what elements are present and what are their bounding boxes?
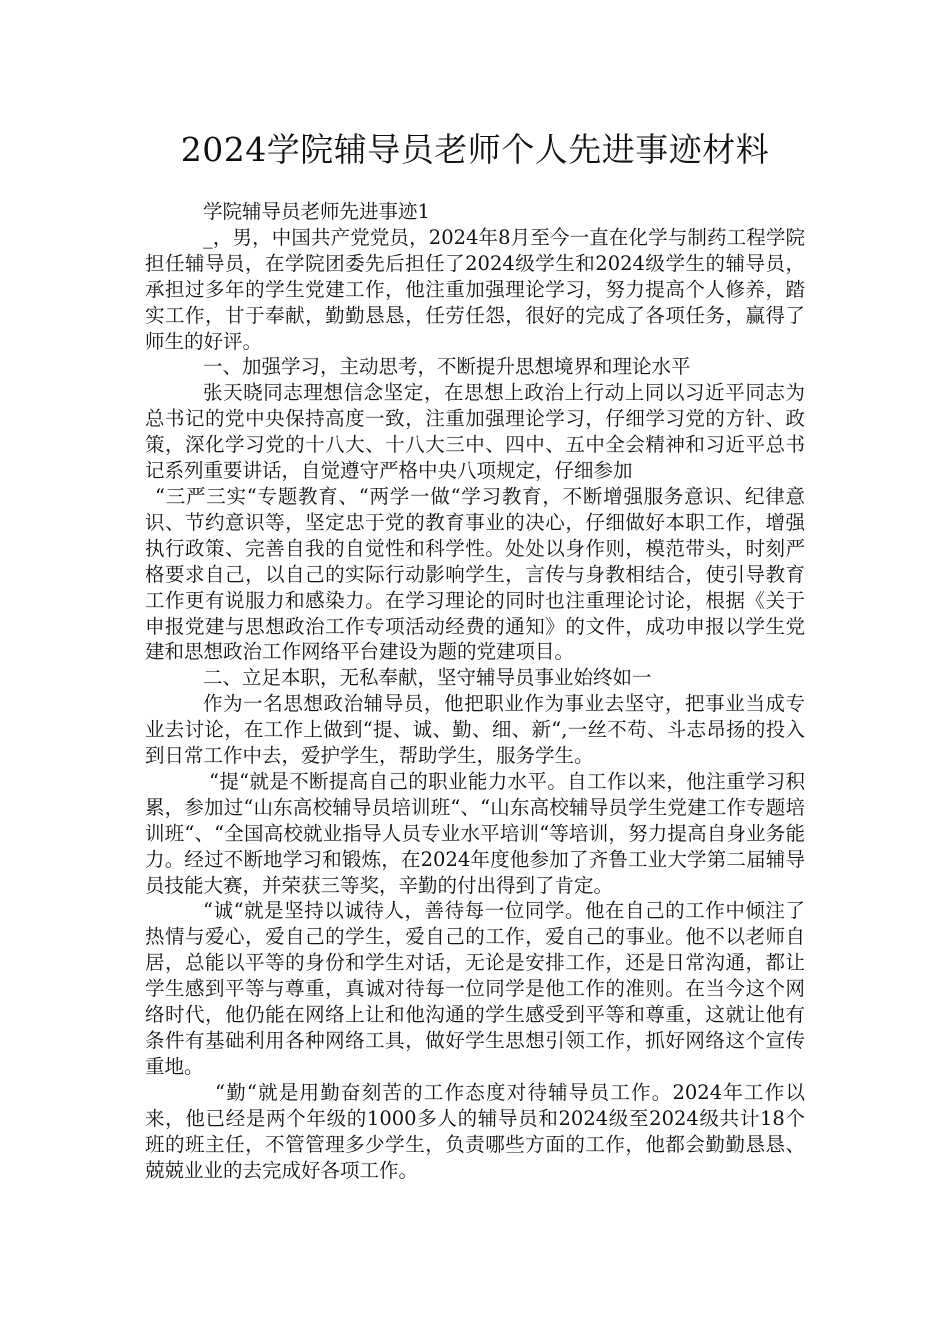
section-heading-1: 一、加强学习，主动思考，不断提升思想境界和理论水平 <box>203 355 691 379</box>
section-heading-2: 二、立足本职，无私奉献，坚守辅导员事业始终如一 <box>203 666 652 690</box>
paragraph-intro: _，男，中国共产党党员，2024年8月至今一直在化学与制药工程学院担任辅导员，在学院团委先后担任了2024级学生和2024级学生的辅导员，承担过多年的学生党建工作，他注重加强理论学习，努力提高个人修养，踏实工作，甘于奉献，勤勤恳恳，任劳任怨，很好的完成了各项任务，赢得了师生的好评。 <box>145 225 805 353</box>
paragraph-ti: “提“就是不断提高自己的职业能力水平。自工作以来，他注重学习积累，参加过“山东高校辅导员培训班“、“山东高校辅导员学生党建工作专题培训班“、“全国高校就业指导人员专业水平培训“等培训，努力提高自身业务能力。经过不断地学习和锻炼，在2024年度他参加了齐鲁工业大学第二届辅导员技能大赛，并荣获三等奖，辛勤的付出得到了肯定。 <box>145 769 805 897</box>
section-subtitle: 学院辅导员老师先进事迹1 <box>203 200 430 223</box>
document-body <box>145 199 805 1183</box>
paragraph-qin: “勤“就是用勤奋刻苦的工作态度对待辅导员工作。2024年工作以来，他已经是两个年级的1000多人的辅导员和2024级至2024级共计18个班的班主任，不管管理多少学生，负责哪些方面的工作，他都会勤勤恳恳、兢兢业业的去完成好各项工作。 <box>145 1080 805 1182</box>
paragraph-education: “三严三实“专题教育、“两学一做“学习教育，不断增强服务意识、纪律意识、节约意识等，坚定忠于党的教育事业的决心，仔细做好本职工作，增强执行政策、完善自我的自觉性和科学性。处处以身作则，模范带头，时刻严格要求自己，以自己的实际行动影响学生，言传与身教相结合，使引导教育工作更有说服力和感染力。在学习理论的同时也注重理论讨论，根据《关于申报党建与思想政治工作专项活动经费的通知》的文件，成功申报以学生党建和思想政治工作网络平台建设为题的党建项目。 <box>145 484 805 664</box>
document-title: 2024学院辅导员老师个人先进事迹材料 <box>180 130 770 169</box>
paragraph-study: 张天晓同志理想信念坚定，在思想上政治上行动上同以习近平同志为总书记的党中央保持高度一致，注重加强理论学习，仔细学习党的方针、政策，深化学习党的十八大、十八大三中、四中、五中全会精神和习近平总书记系列重要讲话，自觉遵守严格中央八项规定，仔细参加 <box>145 381 805 483</box>
paragraph-cheng: “诚“就是坚持以诚待人，善待每一位同学。他在自己的工作中倾注了热情与爱心，爱自己的学生，爱自己的工作，爱自己的事业。他不以老师自居，总能以平等的身份和学生对话，无论是安排工作，还是日常沟通，都让学生感到平等与尊重，真诚对待每一位同学是他工作的准则。在当今这个网络时代，他仍能在网络上让和他沟通的学生感受到平等和尊重，这就让他有条件有基础利用各种网络工具，做好学生思想引领工作，抓好网络这个宣传重地。 <box>145 899 805 1078</box>
paragraph-career: 作为一名思想政治辅导员，他把职业作为事业去坚守，把事业当成专业去讨论，在工作上做到“提、诚、勤、细、新“,一丝不苟、斗志昂扬的投入到日常工作中去，爱护学生，帮助学生，服务学生。 <box>145 692 805 768</box>
